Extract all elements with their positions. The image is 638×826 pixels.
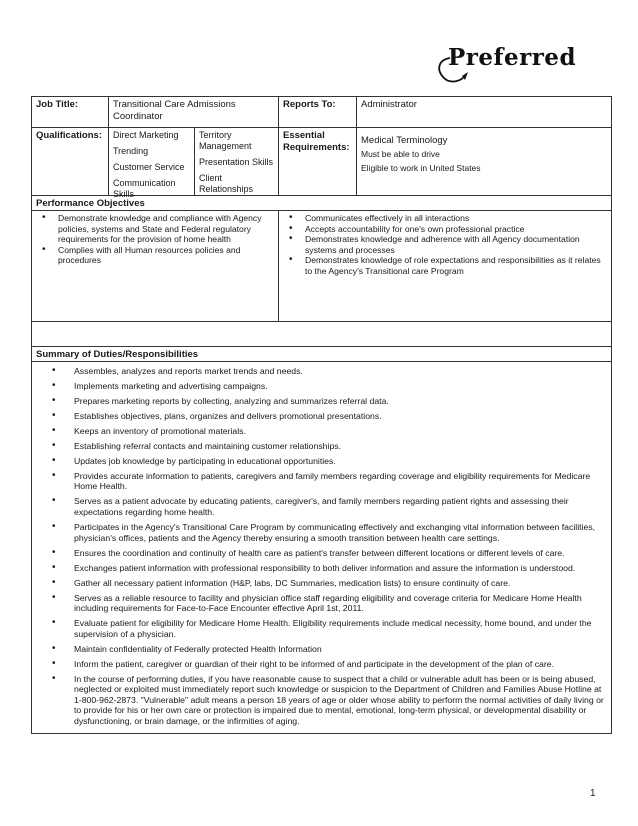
duty-item: • Evaluate patient for eligibility for Medicare Home Health. Eligibility requirements include medical necessity, home bound, and under the supervision of a physician.: [52, 618, 605, 639]
duty-item: • Establishing referral contacts and maintaining customer relationships.: [52, 441, 605, 452]
essential-requirements-list: [357, 128, 611, 195]
reports-to-value: Administrator: [361, 99, 417, 110]
duties-heading: Summary of Duties/Responsibilities: [32, 347, 611, 362]
qual-item: Client Relationships: [199, 173, 254, 194]
duties-list: [32, 362, 611, 733]
duty-item: • Gather all necessary patient information (H&P, labs, DC Summaries, medication lists) to ensure continuity of care.: [52, 578, 605, 589]
performance-objectives-heading: Performance Objectives: [32, 196, 611, 211]
qual-item: Communication Skills: [113, 178, 176, 199]
duty-item: • Provides accurate information to patients, caregivers and family members regarding coverage and eligibility requirements for Medicare Home Health.: [52, 471, 605, 492]
logo-text: Preferred: [448, 44, 577, 71]
duty-item: • Implements marketing and advertising campaigns.: [52, 381, 605, 392]
qual-item: Customer Service: [113, 162, 185, 172]
reports-to-label: Reports To:: [279, 97, 357, 127]
job-description-table: [31, 96, 612, 734]
objective-item: • Demonstrates knowledge of role expectations and responsibilities as it relates to the Agency's Transitional care Program: [283, 255, 607, 276]
duties-section: [32, 362, 611, 733]
company-logo: [432, 44, 602, 94]
duty-item: • Exchanges patient information with professional responsibility to both deliver information and assure the information is understood.: [52, 563, 605, 574]
objective-item: • Complies with all Human resources policies and procedures: [36, 245, 274, 266]
duty-item: • Serves as a patient advocate by educating patients, caregiver's, and family members regarding patient rights and assessing their expectations regarding home health.: [52, 496, 605, 517]
spacer-row: [32, 322, 611, 347]
performance-objectives-row: [32, 211, 611, 322]
duty-item: • Updates job knowledge by participating in educational opportunities.: [52, 456, 605, 467]
duty-item: • Serves as a reliable resource to facility and physician office staff regarding eligibility and coverage criteria for Medicare Home Health including requirements for Face-to-Face Encounter effective April 1st, 2011.: [52, 593, 605, 614]
duty-item: • In the course of performing duties, if you have reasonable cause to suspect that a child or vulnerable adult has been or is being abused, neglected or exploited must immediately report such knowledge or suspicion to the Department of Children and Families Abuse Hotline at 1-800-962-2873. "Vulnerable" adult means a person 18 years of age or older whose ability to perform the normal activities of daily living or to provide for his or her own care or protection is impaired due to mental, emotional, long-term physical, or developmental disability or dysfunctioning, or brain damage, or the infirmities of aging.: [52, 674, 605, 727]
essential-requirements-label: Essential Requirements:: [279, 128, 357, 195]
qualifications-row: [32, 128, 611, 199]
duty-item: • Inform the patient, caregiver or guardian of their right to be informed of and participate in the development of the plan of care.: [52, 659, 605, 670]
header-row: [32, 97, 611, 128]
duty-item: • Prepares marketing reports by collecting, analyzing and summarizes referral data.: [52, 396, 605, 407]
duty-item: • Maintain confidentiality of Federally protected Health Information: [52, 644, 605, 655]
qualifications-label: Qualifications:: [32, 128, 109, 195]
duty-item: • Ensures the coordination and continuity of health care as patient's transfer between different locations or different levels of care.: [52, 548, 605, 559]
qual-item: Trending: [113, 146, 149, 156]
essential-item: Must be able to drive: [361, 149, 440, 159]
qualifications-col1: [109, 128, 195, 199]
objective-item: • Demonstrates knowledge and adherence with all Agency documentation systems and processes: [283, 234, 607, 255]
performance-right: [279, 211, 611, 321]
performance-left: [32, 211, 279, 321]
duty-item: • Assembles, analyzes and reports market trends and needs.: [52, 366, 605, 377]
qual-item: Direct Marketing: [113, 130, 179, 140]
job-title-label: Job Title:: [32, 97, 109, 127]
objective-item: • Communicates effectively in all interactions: [283, 213, 607, 224]
objective-item: • Demonstrate knowledge and compliance with Agency policies, systems and State and Federal regulatory requirements for the provision of home health: [36, 213, 274, 245]
objective-item: • Accepts accountability for one's own professional practice: [283, 224, 607, 235]
essential-item: Eligible to work in United States: [361, 163, 481, 173]
qual-item: Territory Management: [199, 130, 252, 151]
qual-item: Presentation Skills: [199, 157, 274, 167]
qualifications-col2: [195, 128, 279, 195]
job-title-value: Transitional Care Admissions Coordinator: [109, 97, 279, 127]
duty-item: • Participates in the Agency's Transitional Care Program by communicating effectively and exchanging vital information between facilities, physician's offices, patients and the Agency thereby ensuring a smooth transition between health care settings.: [52, 522, 605, 543]
page-number: 1: [590, 788, 596, 799]
duty-item: • Establishes objectives, plans, organizes and delivers promotional presentations.: [52, 411, 605, 422]
essential-item: Medical Terminology: [361, 135, 448, 146]
duty-item: • Keeps an inventory of promotional materials.: [52, 426, 605, 437]
